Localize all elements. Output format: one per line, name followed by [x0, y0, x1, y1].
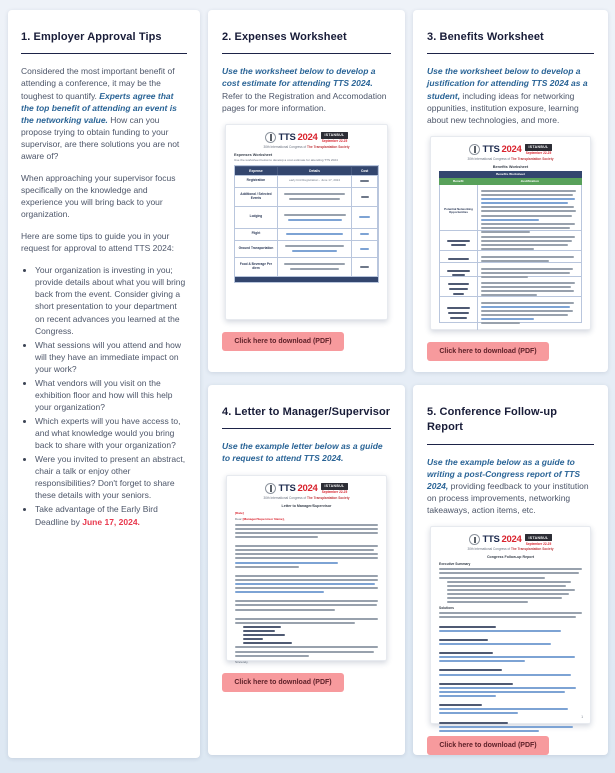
- letter-paragraph: [235, 524, 378, 538]
- badge-city: ISTANBUL: [525, 534, 551, 541]
- text-run: including ideas for networking oppunities, institution exposure, learning about new technologies, and more.: [427, 90, 579, 125]
- list-item-deadline: [35, 503, 187, 527]
- row-cost: [352, 206, 378, 228]
- row-label: Registration: [235, 175, 278, 187]
- text-line: [481, 244, 568, 246]
- text-line: [481, 318, 534, 320]
- col-cost: Cost: [352, 166, 378, 175]
- text-line: [481, 260, 549, 262]
- text-line: [481, 314, 568, 316]
- text-line: [448, 312, 469, 314]
- text-line: [235, 618, 378, 620]
- card-followup-report: [413, 385, 608, 755]
- list-item: • Which experts will you have access to, and what knowledge would you bring back to share with your organization?: [35, 415, 187, 451]
- intro-paragraph: [222, 440, 391, 464]
- download-pdf-button-letter[interactable]: Click here to download (PDF): [222, 673, 344, 692]
- card-title: 3. Benefits Worksheet: [427, 31, 544, 43]
- text-line: [284, 214, 346, 216]
- text-line: [439, 730, 539, 732]
- col-benefit: Benefit: [453, 179, 464, 184]
- emphasis-text: Use the worksheet below to develop a justification for attending TTS 2024 as a student,: [427, 66, 588, 101]
- text-line: [439, 722, 508, 724]
- text-line: [481, 210, 576, 212]
- text-line: [439, 568, 582, 570]
- text-line: [235, 575, 378, 577]
- text-run: [Manager/Supervisor Name],: [242, 516, 285, 521]
- letter-paragraph: [235, 618, 378, 624]
- text-run: providing feedback to your institution on process improvements, networking takeaways, action items, etc.: [427, 480, 589, 516]
- doc-title: Letter to Manager/Supervisor: [281, 503, 332, 508]
- doc-subtitle: [235, 496, 378, 500]
- text-line: [360, 233, 369, 235]
- text-line: [235, 646, 378, 648]
- text-line: [481, 248, 534, 250]
- report-section: [439, 626, 582, 632]
- table-header-row: [235, 166, 378, 175]
- text-line: [288, 219, 342, 221]
- text-line: [447, 585, 566, 587]
- text-line: [481, 198, 575, 200]
- row-label: Ground Transportation: [235, 240, 278, 257]
- text-line: [481, 206, 574, 208]
- logo-year-text: 2024: [501, 534, 522, 546]
- text-line: [481, 219, 539, 221]
- page-number: 1: [581, 715, 583, 720]
- row-label: Lodging: [235, 206, 278, 228]
- letter-paragraph: [235, 545, 378, 567]
- doc-title: Benefits Worksheet: [492, 164, 529, 169]
- text-line: [243, 626, 281, 628]
- table-row: [235, 206, 378, 228]
- text-line: [481, 240, 572, 242]
- text-run: 30th International Congress of: [467, 547, 512, 552]
- text-line: [447, 240, 469, 242]
- text-line: [447, 597, 562, 599]
- badge-city: ISTANBUL: [525, 144, 551, 151]
- table-row: [235, 187, 378, 206]
- download-pdf-button-benefits[interactable]: Click here to download (PDF): [427, 342, 549, 361]
- row-label: [440, 297, 478, 330]
- tts-emblem-icon: [265, 132, 276, 143]
- letter-preview: [226, 475, 387, 664]
- text-line: [235, 566, 299, 568]
- text-line: [235, 545, 378, 547]
- salutation: [235, 517, 378, 521]
- tts-doc-header: [235, 483, 378, 495]
- list-item: • What sessions will you attend and how will they have an immediate impact on your work?: [35, 339, 187, 375]
- text-line: [481, 290, 574, 292]
- text-line: [448, 283, 470, 285]
- text-line: [235, 579, 378, 581]
- report-paragraph: [439, 568, 582, 578]
- text-line: [235, 600, 378, 602]
- text-line: [481, 294, 537, 296]
- table-row: [439, 277, 582, 297]
- text-run: Dear: [235, 516, 243, 521]
- row-cost: [352, 240, 378, 257]
- card-title: 5. Conference Follow-up Report: [427, 406, 558, 434]
- doc-title: Expenses Worksheet: [234, 152, 273, 157]
- list-item: • Your organization is investing in you; provide details about what you will bring back from the event. Consider giving a short presentation to your department on recent advances you learned at the Congress.: [35, 264, 187, 336]
- text-run: Considered the most important benefit of attending a conference, it may be the toughest to quantify.: [21, 66, 175, 101]
- logo-tts-text: TTS: [278, 482, 296, 494]
- text-line: [439, 572, 579, 574]
- letter-closing: Sincerely,: [235, 659, 249, 664]
- text-line: [481, 202, 568, 204]
- date-placeholder: [Date]: [235, 510, 244, 515]
- text-line: [439, 630, 561, 632]
- text-line: [290, 268, 340, 270]
- text-line: [453, 293, 465, 295]
- text-line: [439, 612, 582, 614]
- emphasis-text: Use the example letter below as a guide to request to attend TTS 2024.: [222, 441, 383, 464]
- doc-note: Use the worksheet below to develop a cost estimate for attending TTS 2024: [234, 157, 338, 162]
- text-line: [439, 683, 513, 685]
- card-title: 4. Letter to Manager/Supervisor: [222, 406, 391, 418]
- text-line: [481, 310, 573, 312]
- text-line: [439, 712, 518, 714]
- badge-city: ISTANBUL: [321, 132, 347, 139]
- report-section: [439, 683, 582, 697]
- text-line: [481, 302, 574, 304]
- tts-emblem-icon: [469, 144, 480, 155]
- row-label: Flight: [235, 228, 278, 240]
- text-line: [447, 307, 470, 309]
- table-footer-band: [235, 276, 378, 282]
- table-row: [439, 231, 582, 251]
- section-heading: Executive Summary: [439, 562, 471, 567]
- text-line: [481, 236, 575, 238]
- istanbul-badge: [525, 534, 551, 546]
- istanbul-badge: [525, 144, 551, 156]
- doc-title: Congress Follow-up Report: [486, 555, 535, 560]
- table-row: [235, 257, 378, 276]
- text-line: [292, 250, 338, 252]
- text-line: [235, 553, 378, 555]
- text-line: [481, 322, 520, 324]
- table-row: [439, 263, 582, 277]
- text-line: [243, 642, 292, 644]
- text-line: [439, 626, 496, 628]
- text-line: [361, 196, 369, 198]
- text-line: [235, 536, 318, 538]
- text-line: [447, 270, 470, 272]
- row-justification: [478, 298, 581, 329]
- text-line: [235, 587, 378, 589]
- report-section: [439, 639, 582, 645]
- tts-emblem-icon: [265, 483, 276, 494]
- text-run: The Transplantation Society: [511, 547, 554, 552]
- text-line: [360, 180, 368, 182]
- row-label: Food & Beverage Per diem: [235, 257, 278, 276]
- badge-dates: September 22-25: [525, 541, 552, 546]
- download-pdf-button-expenses[interactable]: Click here to download (PDF): [222, 332, 344, 351]
- text-line: [289, 198, 340, 200]
- title-underline: [222, 53, 391, 54]
- card-benefits-worksheet: [413, 10, 608, 372]
- row-cost: [352, 187, 378, 206]
- title-underline: [427, 444, 594, 445]
- text-line: [235, 524, 378, 526]
- table-row: [439, 185, 582, 231]
- text-line: [481, 272, 570, 274]
- text-line: [481, 306, 570, 308]
- report-paragraph: [439, 612, 582, 618]
- text-line: [439, 704, 482, 706]
- table-title-band: Benefits Worksheet: [439, 171, 582, 178]
- table-row: [439, 251, 582, 263]
- row-justification: [478, 186, 581, 237]
- text-line: [439, 656, 575, 658]
- intro-paragraph: [427, 65, 594, 125]
- text-line: [449, 288, 469, 290]
- text-run: Refer to the Registration and Accomodation pages for more information.: [222, 90, 387, 113]
- text-line: [439, 674, 571, 676]
- text-run: 30th International Congress of: [467, 156, 512, 161]
- badge-dates: September 22-25: [321, 490, 348, 495]
- logo-tts-text: TTS: [482, 534, 500, 546]
- paragraph-2: When approaching your supervisor focus specifically on the knowledge and experience you will bring back to your organization.: [21, 172, 176, 220]
- text-line: [439, 660, 525, 662]
- text-line: [235, 528, 378, 530]
- text-run: The Transplantation Society: [307, 495, 350, 500]
- title-underline: [222, 428, 391, 429]
- text-line: [235, 549, 374, 551]
- text-line: [235, 651, 374, 653]
- text-line: [235, 591, 324, 593]
- title-underline: [427, 53, 594, 54]
- letter-paragraph: [235, 600, 378, 610]
- section-heading: Solutions: [439, 606, 455, 611]
- text-line: [481, 215, 572, 217]
- text-line: [359, 216, 369, 218]
- letter-paragraph: [235, 575, 378, 593]
- text-run: 30th International Congress of: [263, 144, 308, 149]
- emphasis-text: Use the worksheet below to develop a cost estimate for attending TTS 2024.: [222, 66, 376, 89]
- logo-year-text: 2024: [297, 131, 318, 143]
- text-line: [451, 244, 467, 246]
- paragraph-1: [21, 65, 187, 162]
- row-detail: [278, 228, 352, 240]
- text-line: [447, 589, 575, 591]
- istanbul-badge: [321, 132, 347, 144]
- card-letter-to-manager: [208, 385, 405, 755]
- benefits-worksheet-preview: [430, 136, 591, 330]
- text-line: [481, 227, 570, 229]
- row-cost: [352, 257, 378, 276]
- text-line: [285, 245, 344, 247]
- table-row: [439, 297, 582, 323]
- paragraph-3: Here are some tips to guide you in your request for approval to attend TTS 2024:: [21, 231, 174, 254]
- text-line: [439, 726, 573, 728]
- text-line: [439, 708, 568, 710]
- tts-doc-header: [439, 534, 582, 546]
- deadline-date: June 17, 2024.: [82, 516, 140, 527]
- text-line: [243, 638, 263, 640]
- text-line: [235, 655, 309, 657]
- text-line: [447, 581, 571, 583]
- text-line: [235, 532, 378, 534]
- row-cost: [352, 228, 378, 240]
- emphasis-text: Use the example below as a guide to writing a post-Congress report of TTS 2024,: [427, 456, 581, 491]
- text-line: [235, 562, 338, 564]
- intro-paragraph: [427, 456, 594, 516]
- text-line: [235, 557, 378, 559]
- col-details: Details: [278, 166, 352, 175]
- title-underline: [21, 53, 187, 54]
- row-detail: early bird Registration - June 17, 2024: [278, 175, 352, 187]
- card-title: 2. Expenses Worksheet: [222, 31, 347, 43]
- text-line: [481, 268, 573, 270]
- text-line: [447, 601, 528, 603]
- doc-subtitle: [439, 157, 582, 161]
- card-title: 1. Employer Approval Tips: [21, 31, 162, 43]
- text-line: [447, 593, 569, 595]
- row-cost: [352, 175, 378, 187]
- text-line: [481, 194, 573, 196]
- report-section: [439, 704, 582, 714]
- text-line: [439, 577, 545, 579]
- card-expenses-worksheet: [208, 10, 405, 372]
- list-item: • Were you invited to present an abstract, chair a talk or enjoy other responsibilities? Don't forget to share these details with your seniors.: [35, 453, 187, 501]
- card-employer-approval-tips: [8, 10, 200, 758]
- logo-tts-text: TTS: [482, 144, 500, 155]
- list-item: • What vendors will you visit on the exhibition floor and how will this help your organization?: [35, 377, 187, 413]
- text-run: Take advantage of the Early Bird Deadline by: [35, 504, 158, 527]
- text-line: [360, 266, 368, 268]
- followup-report-preview: [430, 526, 591, 724]
- text-line: [235, 609, 335, 611]
- tts-emblem-icon: [469, 534, 480, 545]
- report-section: [439, 722, 582, 732]
- row-label: Additional / Selected Events: [235, 187, 278, 206]
- text-line: [284, 263, 345, 265]
- table-row: [235, 228, 378, 240]
- row-detail: [278, 187, 352, 206]
- text-line: [481, 190, 576, 192]
- table-row: [235, 175, 378, 187]
- col-expense: Expense: [235, 166, 278, 175]
- emphasis-text: Experts agree that the top benefit of attending an event is the networking value.: [21, 90, 177, 125]
- text-line: [439, 643, 551, 645]
- report-bullet-list: [439, 581, 582, 603]
- doc-subtitle: [234, 145, 379, 149]
- text-line: [235, 604, 377, 606]
- row-label: Potential Networking Opportunities: [440, 185, 478, 238]
- report-section: [439, 652, 582, 662]
- badge-dates: September 22-25: [321, 139, 348, 144]
- text-line: [439, 652, 493, 654]
- text-line: [448, 258, 469, 260]
- logo-tts-text: TTS: [278, 131, 296, 143]
- text-line: [481, 282, 575, 284]
- logo-year-text: 2024: [501, 144, 522, 155]
- row-detail: [278, 206, 352, 228]
- tts-doc-header: [439, 144, 582, 156]
- text-run: How can you propose trying to obtain funding to your supervisor, are there solutions you are not aware of?: [21, 114, 180, 161]
- tts-doc-header: [234, 132, 379, 144]
- text-line: [439, 669, 502, 671]
- text-run: The Transplantation Society: [511, 156, 554, 161]
- col-justification: Justification: [520, 179, 539, 184]
- text-line: [439, 691, 565, 693]
- text-line: [439, 639, 488, 641]
- expenses-worksheet-preview: [225, 124, 388, 320]
- text-line: [481, 256, 574, 258]
- text-line: [439, 695, 496, 697]
- text-line: [360, 248, 370, 250]
- tips-list: [21, 264, 187, 527]
- row-detail: [278, 240, 352, 257]
- text-line: [243, 630, 275, 632]
- text-line: [439, 687, 576, 689]
- text-line: [481, 223, 575, 225]
- text-line: [235, 583, 375, 585]
- text-line: [235, 622, 355, 624]
- download-pdf-button-report[interactable]: Click here to download (PDF): [427, 736, 549, 755]
- logo-year-text: 2024: [297, 482, 318, 494]
- report-section: [439, 669, 582, 675]
- text-line: [243, 634, 285, 636]
- intro-paragraph: [222, 65, 391, 113]
- text-run: 30th International Congress of: [263, 495, 308, 500]
- letter-bullet-list: [235, 626, 378, 644]
- table-header-row: [439, 178, 582, 185]
- expenses-table: [234, 165, 379, 283]
- doc-subtitle: [439, 547, 582, 551]
- badge-dates: September 22-25: [525, 151, 552, 156]
- text-line: [286, 233, 343, 235]
- text-line: [439, 616, 576, 618]
- istanbul-badge: [321, 483, 347, 495]
- text-run: The Transplantation Society: [307, 144, 350, 149]
- letter-paragraph: [235, 646, 378, 656]
- table-row: [235, 240, 378, 257]
- text-line: [284, 193, 345, 195]
- text-line: [450, 317, 466, 319]
- row-detail: [278, 257, 352, 276]
- text-line: [481, 286, 571, 288]
- badge-city: ISTANBUL: [321, 483, 347, 490]
